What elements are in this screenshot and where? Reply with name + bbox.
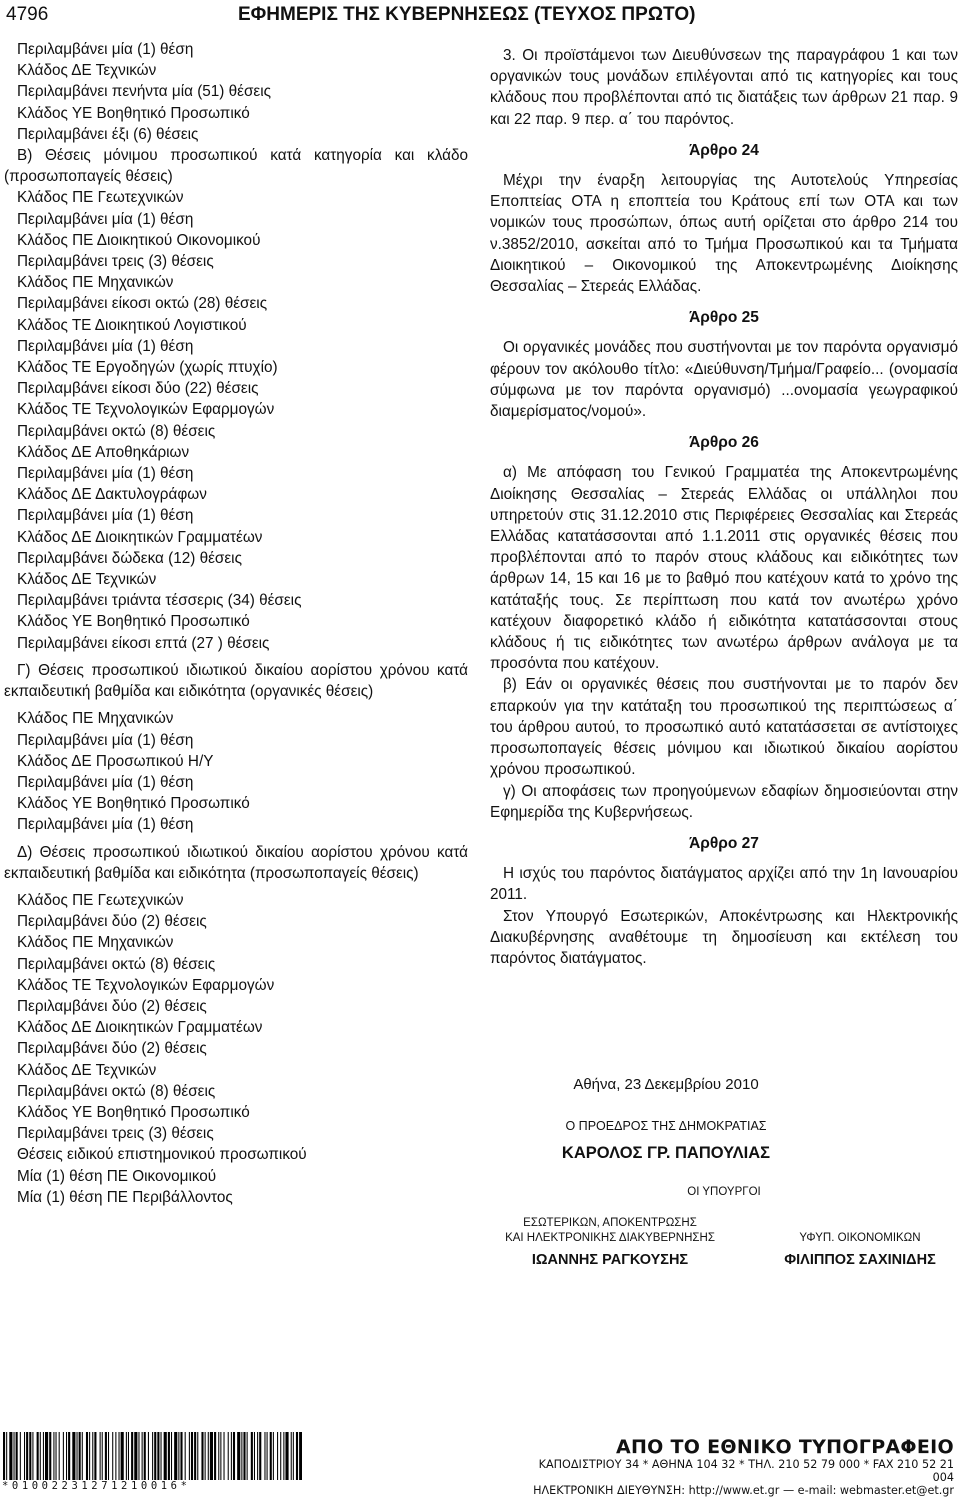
list-item: Περιλαμβάνει δύο (2) θέσεις bbox=[17, 1040, 207, 1058]
lines-b bbox=[4, 187, 468, 653]
minister1-name: ΙΩΑΝΝΗΣ ΡΑΓΚΟΥΣΗΣ bbox=[531, 1252, 689, 1268]
list-item: Κλάδος ΥΕ Βοηθητικό Προσωπικό bbox=[17, 1103, 250, 1121]
barcode-digits: *01002231271210016* bbox=[2, 1480, 191, 1492]
list-item: Περιλαμβάνει έξι (6) θέσεις bbox=[17, 125, 199, 143]
closing-text: Στον Υπουργό Εσωτερικών, Αποκέντρωσης και Ηλεκτρονικής Διακυβέρνησης αναθέτουμε τη δημοσίευση και εκτέλεση του παρόντος διατάγματος. bbox=[490, 907, 958, 967]
list-item: Περιλαμβάνει οκτώ (8) θέσεις bbox=[17, 955, 216, 973]
list-item: Κλάδος ΠΕ Γεωτεχνικών bbox=[17, 891, 184, 909]
article-26-title: Άρθρο 26 bbox=[689, 434, 759, 452]
list-item: Κλάδος ΤΕ Τεχνολογικών Εφαρμογών bbox=[17, 401, 275, 419]
list-item: Κλάδος ΥΕ Βοηθητικό Προσωπικό bbox=[17, 104, 250, 122]
printer-info bbox=[524, 1436, 954, 1497]
list-item: Περιλαμβάνει είκοσι επτά (27 ) θέσεις bbox=[17, 634, 270, 652]
ministers-label: ΟΙ ΥΠΟΥΡΓΟΙ bbox=[687, 1186, 761, 1198]
list-item: Κλάδος ΔΕ Τεχνικών bbox=[17, 62, 157, 80]
list-item: Περιλαμβάνει μία (1) θέση bbox=[17, 731, 194, 749]
list-item: Θέσεις ειδικού επιστημονικού προσωπικού bbox=[17, 1146, 307, 1164]
article-26-b: β) Εάν οι οργανικές θέσεις που συστήνονται με το παρόν δεν επαρκούν για την κατάταξη του προσωπικού της περιπτώσεως α΄ του άρθρου αυτού, το προσωπικό αυτό κατατάσσεται σε αντίστοιχες προσωποπαγείς θέσεις μόνιμου και ιδιωτικού δικαίου αορίστου χρόνου προσωπικού. bbox=[490, 676, 958, 779]
list-item: Κλάδος ΔΕ Τεχνικών bbox=[17, 571, 157, 589]
list-item: Κλάδος ΔΕ Διοικητικών Γραμματέων bbox=[17, 528, 263, 546]
list-item: Περιλαμβάνει τρεις (3) θέσεις bbox=[17, 1125, 214, 1143]
list-item: Περιλαμβάνει οκτώ (8) θέσεις bbox=[17, 422, 216, 440]
list-item: Περιλαμβάνει μία (1) θέση bbox=[17, 41, 194, 58]
list-item: Κλάδος ΠΕ Μηχανικών bbox=[17, 934, 174, 952]
list-item: Περιλαμβάνει τριάντα τέσσερις (34) θέσεις bbox=[17, 592, 302, 610]
minister1-title-line1: ΕΣΩΤΕΡΙΚΩΝ, ΑΠΟΚΕΝΤΡΩΣΗΣ bbox=[523, 1217, 697, 1229]
list-item: Περιλαμβάνει δώδεκα (12) θέσεις bbox=[17, 549, 242, 567]
list-item: Περιλαμβάνει μία (1) θέση bbox=[17, 465, 194, 483]
barcode bbox=[2, 1432, 302, 1480]
list-item: Κλάδος ΔΕ Διοικητικών Γραμματέων bbox=[17, 1019, 263, 1037]
lines-c bbox=[4, 708, 468, 835]
gazette-title: ΕΦΗΜΕΡΙΣ ΤΗΣ ΚΥΒΕΡΝΗΣΕΩΣ (ΤΕΥΧΟΣ ΠΡΩΤΟ) bbox=[238, 4, 696, 25]
list-item: Περιλαμβάνει μία (1) θέση bbox=[17, 816, 194, 834]
article-25-title: Άρθρο 25 bbox=[689, 309, 759, 327]
page-header bbox=[0, 0, 960, 36]
section-c-heading: Γ) Θέσεις προσωπικού ιδιωτικού δικαίου αορίστου χρόνου κατά εκπαιδευτική βαθμίδα και ειδικότητα (οργανικές θέσεις) bbox=[4, 661, 468, 701]
list-item: Κλάδος ΠΕ Διοικητικού Οικονομικού bbox=[17, 231, 261, 249]
minister1-title bbox=[490, 1216, 730, 1246]
list-item: Περιλαμβάνει μία (1) θέση bbox=[17, 337, 194, 355]
list-item: Περιλαμβάνει μία (1) θέση bbox=[17, 507, 194, 525]
list-item: Κλάδος ΤΕ Τεχνολογικών Εφαρμογών bbox=[17, 976, 275, 994]
president-name: ΚΑΡΟΛΟΣ ΓΡ. ΠΑΠΟΥΛΙΑΣ bbox=[561, 1144, 771, 1162]
list-item: Περιλαμβάνει τρεις (3) θέσεις bbox=[17, 253, 214, 271]
list-item: Περιλαμβάνει δύο (2) θέσεις bbox=[17, 913, 207, 931]
article-26-a: α) Με απόφαση του Γενικού Γραμματέα της Αποκεντρωμένης Διοίκησης Θεσσαλίας – Στερεάς Ελλάδας οι υπάλληλοι που υπηρετούν στις 31.12.2010 στις Περιφέρειες Θεσσαλίας και Στερεάς Ελλάδας κατατάσσονται από 1.1.2011 στις οργανικές θέσεις που προβλέπονται από το παρόν στους κλάδους και ειδικότητες των άρθρων 14, 15 και 16 με το βαθμό που κατέχουν κατά το χρόνο της κατάταξής τους. Σε περίπτωση που κατά τον ανωτέρω χρόνο κατέχουν διαφορετικό κλάδο ή ειδικότητα κατατάσσονται στους κλάδους ή τις ειδικότητες των ανωτέρω άρθρων ανάλογα με τα προσόντα που κατέχουν. bbox=[490, 464, 958, 673]
list-item: Περιλαμβάνει δύο (2) θέσεις bbox=[17, 997, 207, 1015]
printer-name: ΑΠΟ ΤΟ ΕΘΝΙΚΟ ΤΥΠΟΓΡΑΦΕΙΟ bbox=[615, 1436, 954, 1458]
article-24-text: Μέχρι την έναρξη λειτουργίας της Αυτοτελούς Υπηρεσίας Εποπτείας ΟΤΑ η εποπτεία του Κράτους επί των ΟΤΑ και των νομικών τους προσώπων, όπως αυτή ορίζεται στο άρθρο 214 του ν.3852/2010, ασκείται από το Τμήμα Προσωπικού και τα Τμήματα Διοικητικού – Οικονομικού της Αποκεντρωμένης Διοίκησης Θεσσαλίας – Στερεάς Ελλάδας. bbox=[490, 172, 958, 296]
list-item: Κλάδος ΠΕ Μηχανικών bbox=[17, 274, 174, 292]
list-item: Μία (1) θέση ΠΕ Οικονομικού bbox=[17, 1167, 217, 1185]
article-27-text: Η ισχύς του παρόντος διατάγματος αρχίζει από την 1η Ιανουαρίου 2011. bbox=[490, 865, 958, 904]
list-item: Κλάδος ΥΕ Βοηθητικό Προσωπικό bbox=[17, 613, 250, 631]
page-number: 4796 bbox=[6, 4, 49, 25]
article-25-text: Οι οργανικές μονάδες που συστήνονται με τον παρόντα οργανισμό φέρουν τον ακόλουθο τίτλο: «Διεύθυνση/Τμήμα/Γραφείο... (ονομασία σύμφωνα με τον παρόντα οργανισμό) ...ονομασία γεωγραφικού διαμερίσματος/νομού». bbox=[490, 339, 958, 421]
list-item: Κλάδος ΤΕ Διοικητικού Λογιστικού bbox=[17, 316, 247, 334]
minister1-title-line2: ΚΑΙ ΗΛΕΚΤΡΟΝΙΚΗΣ ΔΙΑΚΥΒΕΡΝΗΣΗΣ bbox=[505, 1232, 715, 1244]
lines-a bbox=[4, 39, 468, 145]
list-item: Κλάδος ΔΕ Δακτυλογράφων bbox=[17, 486, 207, 504]
president-title: Ο ΠΡΟΕΔΡΟΣ ΤΗΣ ΔΗΜΟΚΡΑΤΙΑΣ bbox=[565, 1119, 767, 1133]
list-item: Περιλαμβάνει είκοσι δύο (22) θέσεις bbox=[17, 380, 259, 398]
section-b-heading: Β) Θέσεις μόνιμου προσωπικού κατά κατηγορία και κλάδο (προσωποπαγείς θέσεις) bbox=[4, 147, 468, 186]
list-item: Περιλαμβάνει οκτώ (8) θέσεις bbox=[17, 1082, 216, 1100]
list-item: Περιλαμβάνει πενήντα μία (51) θέσεις bbox=[17, 83, 272, 101]
article-26-c: γ) Οι αποφάσεις των προηγούμενων εδαφίων δημοσιεύονται στην Εφημερίδα της Κυβερνήσεως. bbox=[490, 782, 958, 821]
list-item: Μία (1) θέση ΠΕ Περιβάλλοντος bbox=[17, 1188, 233, 1206]
printer-address: ΚΑΠΟΔΙΣΤΡΙΟΥ 34 * ΑΘΗΝΑ 104 32 * ΤΗΛ. 210 52 79 000 * FAX 210 52 21 004 bbox=[538, 1458, 954, 1484]
printer-web: ΗΛΕΚΤΡΟΝΙΚΗ ΔΙΕΥΘΥΝΣΗ: http://www.et.gr — e-mail: webmaster.et@et.gr bbox=[533, 1484, 954, 1497]
article-27-title: Άρθρο 27 bbox=[689, 834, 759, 852]
minister2-title: ΥΦΥΠ. ΟΙΚΟΝΟΜΙΚΩΝ bbox=[799, 1232, 921, 1244]
left-column bbox=[4, 39, 468, 1208]
list-item: Κλάδος ΤΕ Εργοδηγών (χωρίς πτυχίο) bbox=[17, 359, 278, 377]
minister2-name: ΦΙΛΙΠΠΟΣ ΣΑΧΙΝΙΔΗΣ bbox=[784, 1252, 936, 1268]
list-item: Περιλαμβάνει μία (1) θέση bbox=[17, 210, 194, 228]
list-item: Περιλαμβάνει είκοσι οκτώ (28) θέσεις bbox=[17, 295, 268, 313]
section-d-heading: Δ) Θέσεις προσωπικού ιδιωτικού δικαίου αορίστου χρόνου κατά εκπαιδευτική βαθμίδα και ειδικότητα (προσωποπαγείς θέσεις) bbox=[4, 843, 468, 882]
lines-d bbox=[4, 890, 468, 1208]
place-date: Αθήνα, 23 Δεκεμβρίου 2010 bbox=[573, 1076, 759, 1093]
right-column bbox=[490, 45, 958, 969]
list-item: Κλάδος ΠΕ Μηχανικών bbox=[17, 710, 174, 728]
article-24-title: Άρθρο 24 bbox=[689, 141, 759, 159]
list-item: Περιλαμβάνει μία (1) θέση bbox=[17, 773, 194, 791]
list-item: Κλάδος ΠΕ Γεωτεχνικών bbox=[17, 189, 184, 207]
list-item: Κλάδος ΔΕ Αποθηκάριων bbox=[17, 443, 190, 461]
list-item: Κλάδος ΔΕ Προσωπικού Η/Υ bbox=[17, 752, 214, 770]
list-item: Κλάδος ΔΕ Τεχνικών bbox=[17, 1061, 157, 1079]
paragraph-3: 3. Οι προϊστάμενοι των Διευθύνσεων της παραγράφου 1 και των οργανικών τους μονάδων επιλέγονται από τις κατηγορίες και τους κλάδους που προβλέπονται από τις διατάξεις των άρθρων 21 παρ. 9 και 22 παρ. 9 περ. α΄ του παρόντος. bbox=[490, 47, 958, 128]
list-item: Κλάδος ΥΕ Βοηθητικό Προσωπικό bbox=[17, 795, 250, 813]
